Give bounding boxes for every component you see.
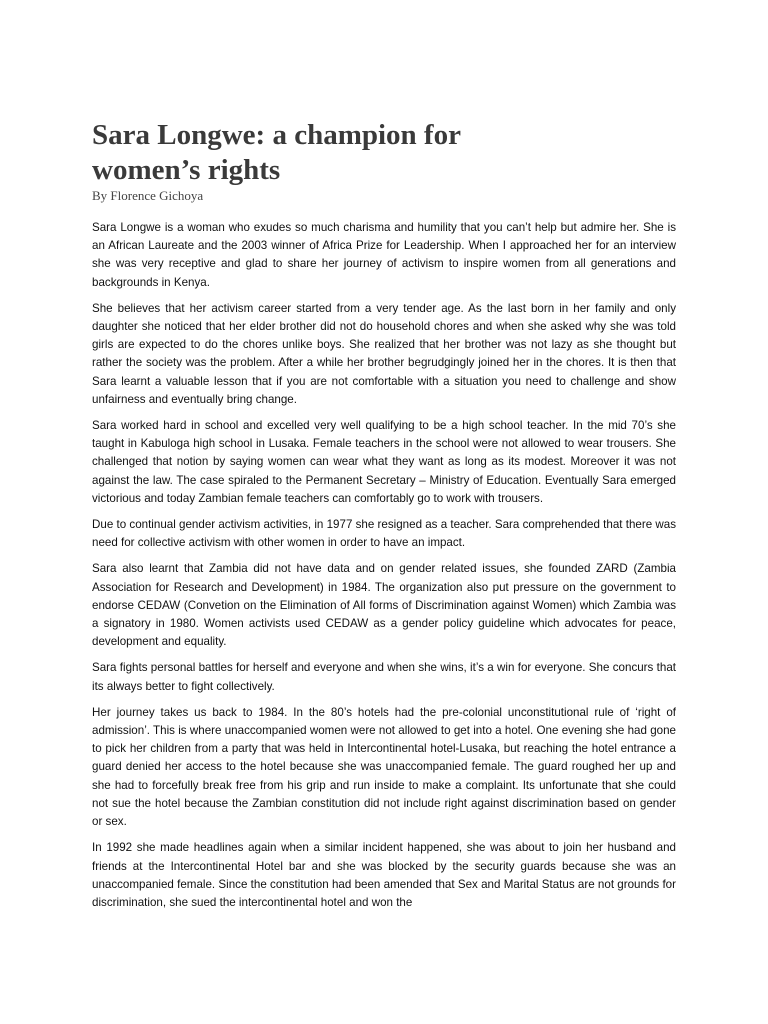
paragraph-4: Due to continual gender activism activities, in 1977 she resigned as a teacher. Sara comprehended that there was need for collective activism with other women in order to have an impact. bbox=[92, 518, 676, 550]
title-line-1: Sara Longwe: a champion for bbox=[92, 119, 461, 151]
paragraph-8: In 1992 she made headlines again when a similar incident happened, she was about to join her husband and friends at the Intercontinental Hotel bar and she was blocked by the security guards because she was an unaccompanied female. Since the constitution had been amended that Sex and Marital Status are not grounds for discrimination, she sued the intercontinental hotel and won the bbox=[92, 841, 676, 909]
byline: By Florence Gichoya bbox=[92, 188, 204, 203]
paragraph-3: Sara worked hard in school and excelled very well qualifying to be a high school teacher. In the mid 70’s she taught in Kabuloga high school in Lusaka. Female teachers in the school were not allowed to wear trousers. She challenged that notion by saying women can wear what they want as long as its modest. Moreover it was not against the law. The case spiraled to the Permanent Secretary – Ministry of Education. Eventually Sara emerged victorious and today Zambian female teachers can comfortably go to work with trousers. bbox=[92, 419, 676, 505]
article-title bbox=[92, 118, 676, 188]
paragraph-5: Sara also learnt that Zambia did not have data and on gender related issues, she founded ZARD (Zambia Association for Research and Development) in 1984. The organization also put pressure on the government to endorse CEDAW (Convetion on the Elimination of All forms of Discrimination against Women) which Zambia was a signatory in 1980. Women activists used CEDAW as a gender policy guideline which advocates for peace, development and equality. bbox=[92, 562, 676, 649]
paragraph-7: Her journey takes us back to 1984. In the 80’s hotels had the pre-colonial unconstitutional rule of ‘right of admission’. This is where unaccompanied women were not allowed to get into a hotel. One evening she had gone to pick her children from a party that was held in Intercontinental hotel-Lusaka, but reaching the hotel entrance a guard denied her access to the hotel because she was unaccompanied female. The guard roughed her up and she had to forcefully break free from his grip and run inside to make a complaint. Its unfortunate that she could not sue the hotel because the Zambian constitution did not include right against discrimination based on gender or sex. bbox=[92, 705, 676, 829]
paragraph-6: Sara fights personal battles for herself and everyone and when she wins, it’s a win for everyone. She concurs that its always better to fight collectively. bbox=[92, 661, 676, 693]
article bbox=[92, 118, 676, 920]
paragraph-1: Sara Longwe is a woman who exudes so much charisma and humility that you can’t help but admire her. She is an African Laureate and the 2003 winner of Africa Prize for Leadership. When I approached her for an interview she was very receptive and glad to share her journey of activism to inspire women from all generations and backgrounds in Kenya. bbox=[92, 221, 676, 289]
title-line-2: women’s rights bbox=[92, 154, 281, 186]
paragraph-2: She believes that her activism career started from a very tender age. As the last born in her family and only daughter she noticed that her elder brother did not do household chores and when she asked why she was told girls are expected to do the chores unlike boys. She realized that her brother was not lazy as she thought but rather the society was the problem. After a while her brother begrudgingly joined her in the chores. It is then that Sara learnt a valuable lesson that if you are not comfortable with a situation you need to challenge and show unfairness and eventually bring change. bbox=[92, 301, 676, 406]
